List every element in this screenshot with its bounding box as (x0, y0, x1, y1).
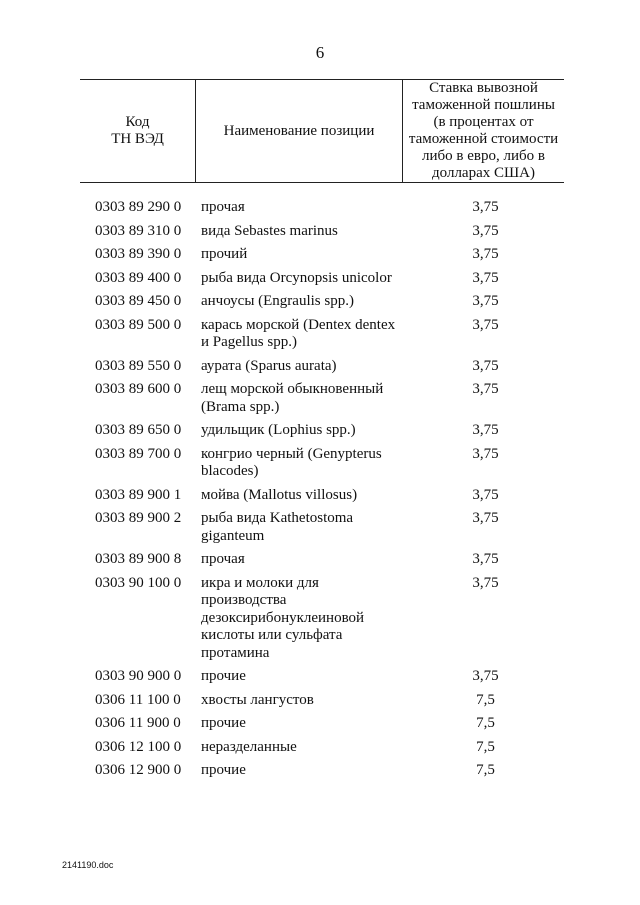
row-rate: 3,75 (472, 357, 499, 374)
row-rate: 3,75 (472, 199, 499, 215)
tariff-table (80, 79, 564, 786)
header-name (196, 80, 403, 182)
row-code: 0306 12 100 0 (95, 738, 182, 755)
table-row (80, 381, 564, 416)
table-row (80, 246, 564, 264)
table-row (80, 692, 564, 710)
row-code: 0303 89 310 0 (95, 222, 182, 239)
row-code: 0303 89 500 0 (95, 316, 182, 333)
table-row (80, 762, 564, 780)
row-code: 0303 89 550 0 (95, 357, 182, 374)
row-name: прочая (201, 551, 245, 567)
table-row (80, 223, 564, 241)
row-code: 0303 89 600 0 (95, 381, 182, 397)
row-rate: 3,75 (472, 246, 499, 262)
row-name: хвосты лангустов (201, 691, 314, 708)
row-rate: 3,75 (472, 551, 499, 567)
row-name: конгрио черный (Genypterus blacodes) (201, 445, 382, 479)
table-row (80, 551, 564, 569)
table-row (80, 668, 564, 686)
table-row (80, 446, 564, 481)
row-name: икра и молоки для производства дезоксирибонуклеиновой кислоты или сульфата протамина (201, 574, 365, 661)
row-code: 0303 89 900 2 (95, 510, 182, 526)
table-row (80, 317, 564, 352)
row-name: вида Sebastes marinus (201, 222, 338, 239)
footer-filename: 2141190.doc (62, 860, 114, 870)
page-number: 6 (315, 43, 325, 62)
row-rate: 7,5 (476, 762, 495, 778)
row-code: 0303 89 700 0 (95, 445, 182, 462)
table-row (80, 293, 564, 311)
row-rate: 3,75 (472, 316, 499, 333)
row-name: прочая (201, 199, 245, 215)
row-code: 0303 90 900 0 (95, 668, 182, 684)
table-row (80, 199, 564, 217)
row-name: рыба вида Orcynopsis unicolor (201, 269, 392, 286)
header-name-label: Наименование позиции (223, 122, 375, 139)
row-code: 0303 89 900 8 (95, 551, 182, 567)
row-name: неразделанные (201, 738, 297, 755)
row-name: прочие (201, 715, 246, 731)
row-rate: 3,75 (472, 486, 499, 503)
row-name: удильщик (Lophius spp.) (201, 422, 356, 438)
row-code: 0303 89 290 0 (95, 199, 182, 215)
row-code: 0303 89 450 0 (95, 293, 182, 309)
row-rate: 7,5 (476, 738, 495, 755)
table-row (80, 270, 564, 288)
table-header (80, 79, 564, 183)
row-name: мойва (Mallotus villosus) (201, 486, 358, 503)
row-name: аурата (Sparus aurata) (201, 357, 337, 374)
row-rate: 3,75 (472, 445, 499, 462)
row-code: 0306 12 900 0 (95, 762, 182, 778)
row-rate: 3,75 (472, 510, 499, 526)
row-rate: 3,75 (472, 381, 499, 397)
row-rate: 3,75 (472, 422, 499, 438)
row-code: 0303 89 390 0 (95, 246, 182, 262)
header-rate (403, 80, 564, 182)
row-code: 0303 89 650 0 (95, 422, 182, 438)
row-code: 0303 89 400 0 (95, 269, 182, 286)
table-row (80, 358, 564, 376)
row-name: прочий (201, 246, 248, 262)
row-name: анчоусы (Engraulis spp.) (201, 293, 354, 309)
table-row (80, 487, 564, 505)
row-code: 0303 90 100 0 (95, 574, 182, 591)
row-name: прочие (201, 668, 246, 684)
row-rate: 3,75 (472, 293, 499, 309)
row-rate: 7,5 (476, 715, 495, 731)
row-rate: 3,75 (472, 222, 499, 239)
row-rate: 7,5 (476, 691, 495, 708)
header-code-label: Код ТН ВЭД (111, 114, 164, 147)
row-rate: 3,75 (472, 269, 499, 286)
table-body (80, 183, 564, 780)
row-name: карась морской (Dentex dentex и Pagellus spp.) (201, 316, 396, 350)
row-code: 0306 11 900 0 (95, 715, 181, 731)
table-row (80, 510, 564, 545)
row-rate: 3,75 (472, 668, 499, 684)
table-row (80, 739, 564, 757)
row-code: 0303 89 900 1 (95, 486, 182, 503)
row-name: лещ морской обыкновенный (Brama spp.) (201, 381, 384, 415)
row-name: рыба вида Kathetostoma giganteum (201, 510, 354, 544)
row-name: прочие (201, 762, 246, 778)
table-row (80, 575, 564, 663)
header-code (80, 80, 196, 182)
header-rate-label: Ставка вывозной таможенной пошлины (в процентах от таможенной стоимости либо в евро, либо в долларах США) (408, 80, 559, 181)
table-row (80, 715, 564, 733)
row-rate: 3,75 (472, 574, 499, 591)
table-row (80, 422, 564, 440)
row-code: 0306 11 100 0 (95, 691, 181, 708)
